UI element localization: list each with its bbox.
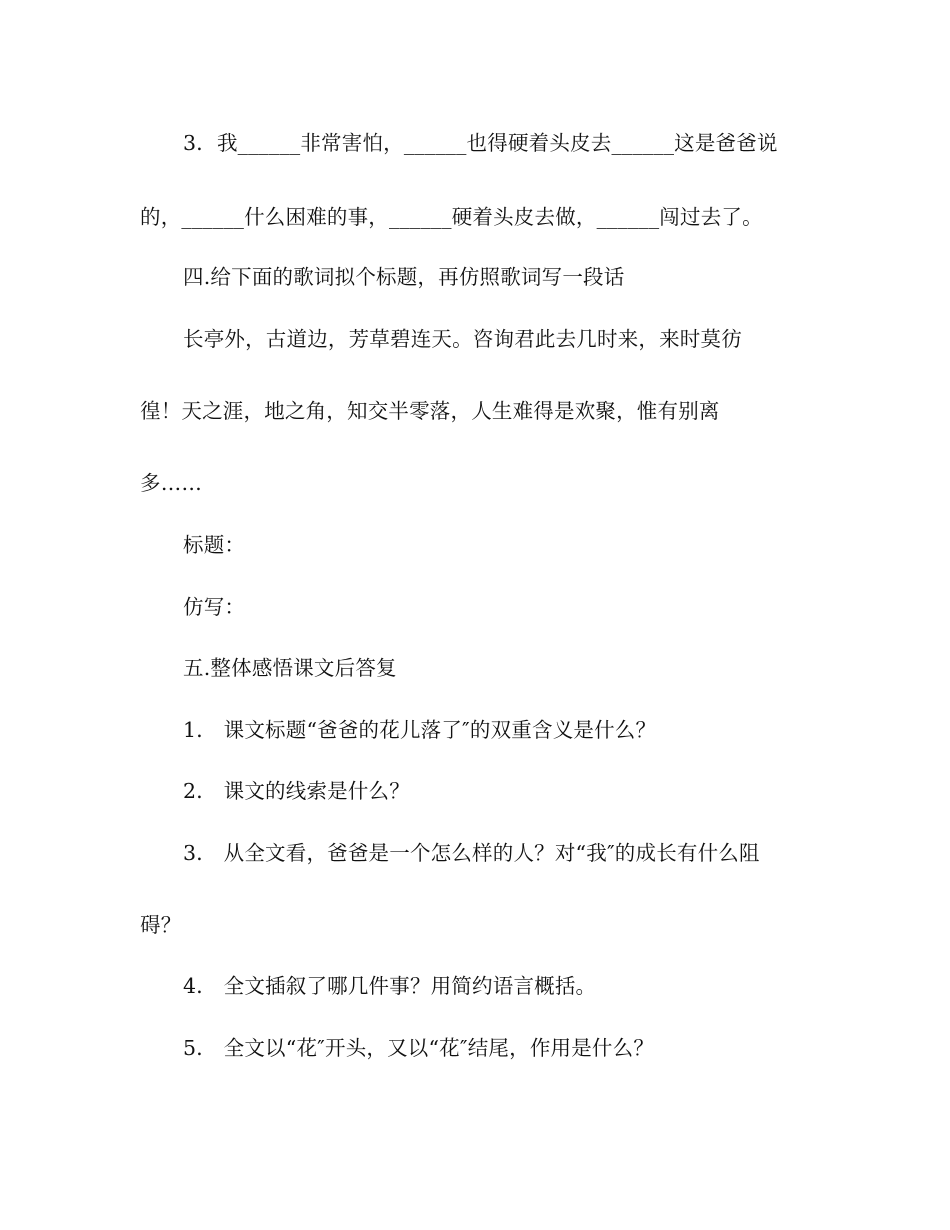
question-1: 1． 课文标题“爸爸的花儿落了″的双重含义是什么？ — [183, 718, 657, 742]
fill-blank-question-3-line-2: 的，______什么困难的事，______硬着头皮去做，______闯过去了。 — [140, 205, 763, 229]
question-3-line-2: 碍？ — [140, 913, 182, 937]
section-5-heading: 五.整体感悟课文后答复 — [183, 656, 397, 680]
question-2: 2． 课文的线索是什么？ — [183, 779, 410, 803]
question-4: 4． 全文插叙了哪几件事？用简约语言概括。 — [183, 974, 597, 998]
lyrics-line-2: 徨！天之涯，地之角，知交半零落，人生难得是欢聚，惟有别离 — [140, 399, 720, 423]
fill-blank-question-3-line-1: 3．我______非常害怕，______也得硬着头皮去______这是爸爸说 — [183, 131, 778, 155]
lyrics-line-3: 多…… — [140, 471, 203, 495]
question-5: 5． 全文以“花″开头，又以“花″结尾，作用是什么？ — [183, 1036, 655, 1060]
section-4-heading: 四.给下面的歌词拟个标题，再仿照歌词写一段话 — [183, 265, 625, 289]
question-3-line-1: 3． 从全文看，爸爸是一个怎么样的人？对“我″的成长有什么阻 — [183, 841, 760, 865]
title-prompt: 标题： — [183, 533, 246, 557]
lyrics-line-1: 长亭外，古道边，芳草碧连天。咨询君此去几时来，来时莫彷 — [183, 327, 742, 351]
imitation-prompt: 仿写： — [183, 595, 246, 619]
